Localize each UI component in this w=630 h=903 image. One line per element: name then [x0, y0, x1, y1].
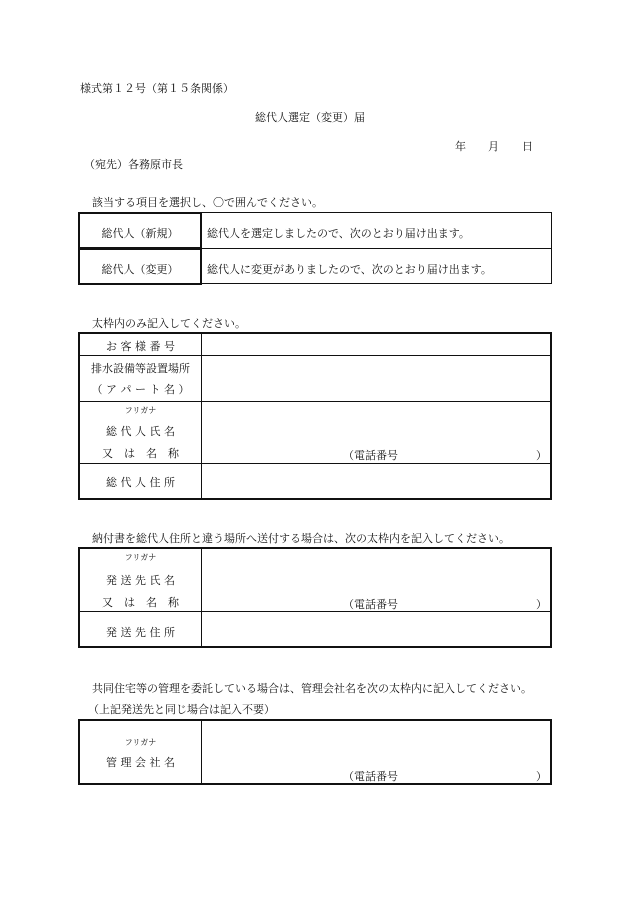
- addressee: （宛先）各務原市長: [84, 158, 183, 171]
- section3-instruction: 納付書を総代人住所と違う場所へ送付する場合は、次の太枠内を記入してください。: [92, 532, 510, 545]
- dest-furigana-label: フリガナ: [124, 553, 157, 562]
- company-phone-close: ）: [536, 770, 547, 783]
- section4-instruction: 共同住宅等の管理を委託している場合は、管理会社名を次の太枠内に記入してください。: [92, 682, 532, 695]
- section2-instruction: 太枠内のみ記入してください。: [92, 317, 246, 330]
- customer-number-field[interactable]: [202, 333, 550, 354]
- date-day[interactable]: 日: [522, 140, 533, 153]
- date-year[interactable]: 年: [455, 140, 466, 153]
- dest-or-name-label: 又 は 名 称: [102, 596, 179, 609]
- furigana-label: フリガナ: [124, 406, 157, 415]
- phone-close: ）: [536, 449, 547, 462]
- rep-name-label: 総 代 人 氏 名: [106, 425, 175, 438]
- dest-address-label: 発 送 先 住 所: [106, 626, 175, 639]
- section4-note: （上記発送先と同じ場合は記入不要）: [88, 703, 275, 716]
- facility-place-field[interactable]: [202, 356, 550, 400]
- dest-phone-label: （電話番号: [343, 598, 398, 611]
- rep-or-name-label: 又 は 名 称: [102, 447, 179, 460]
- company-phone-label: （電話番号: [343, 770, 398, 783]
- date-month[interactable]: 月: [488, 140, 499, 153]
- phone-label: （電話番号: [343, 449, 398, 462]
- option-change-label: 総代人（変更）: [101, 263, 179, 276]
- company-furigana-label: フリガナ: [124, 738, 157, 747]
- option-new-label: 総代人（新規）: [101, 227, 179, 240]
- apartment-name-label: （ ア パ ー ト 名 ）: [91, 383, 190, 396]
- option-new-text: 総代人を選定しましたので、次のとおり届け出ます。: [207, 227, 470, 240]
- facility-place-label: 排水設備等設置場所: [91, 362, 190, 375]
- form-number: 様式第１２号（第１５条関係）: [80, 82, 234, 95]
- rep-address-field[interactable]: [202, 464, 550, 498]
- customer-number-label: お 客 様 番 号: [106, 340, 175, 353]
- dest-address-field[interactable]: [202, 612, 550, 646]
- dest-name-label: 発 送 先 氏 名: [106, 574, 175, 587]
- section1-instruction: 該当する項目を選択し、〇で囲んでください。: [92, 196, 323, 209]
- rep-address-label: 総 代 人 住 所: [106, 476, 175, 489]
- company-name-label: 管 理 会 社 名: [106, 756, 175, 769]
- dest-phone-close: ）: [536, 598, 547, 611]
- page-title: 総代人選定（変更）届: [255, 111, 365, 124]
- option-change-text: 総代人に変更がありましたので、次のとおり届け出ます。: [207, 263, 492, 276]
